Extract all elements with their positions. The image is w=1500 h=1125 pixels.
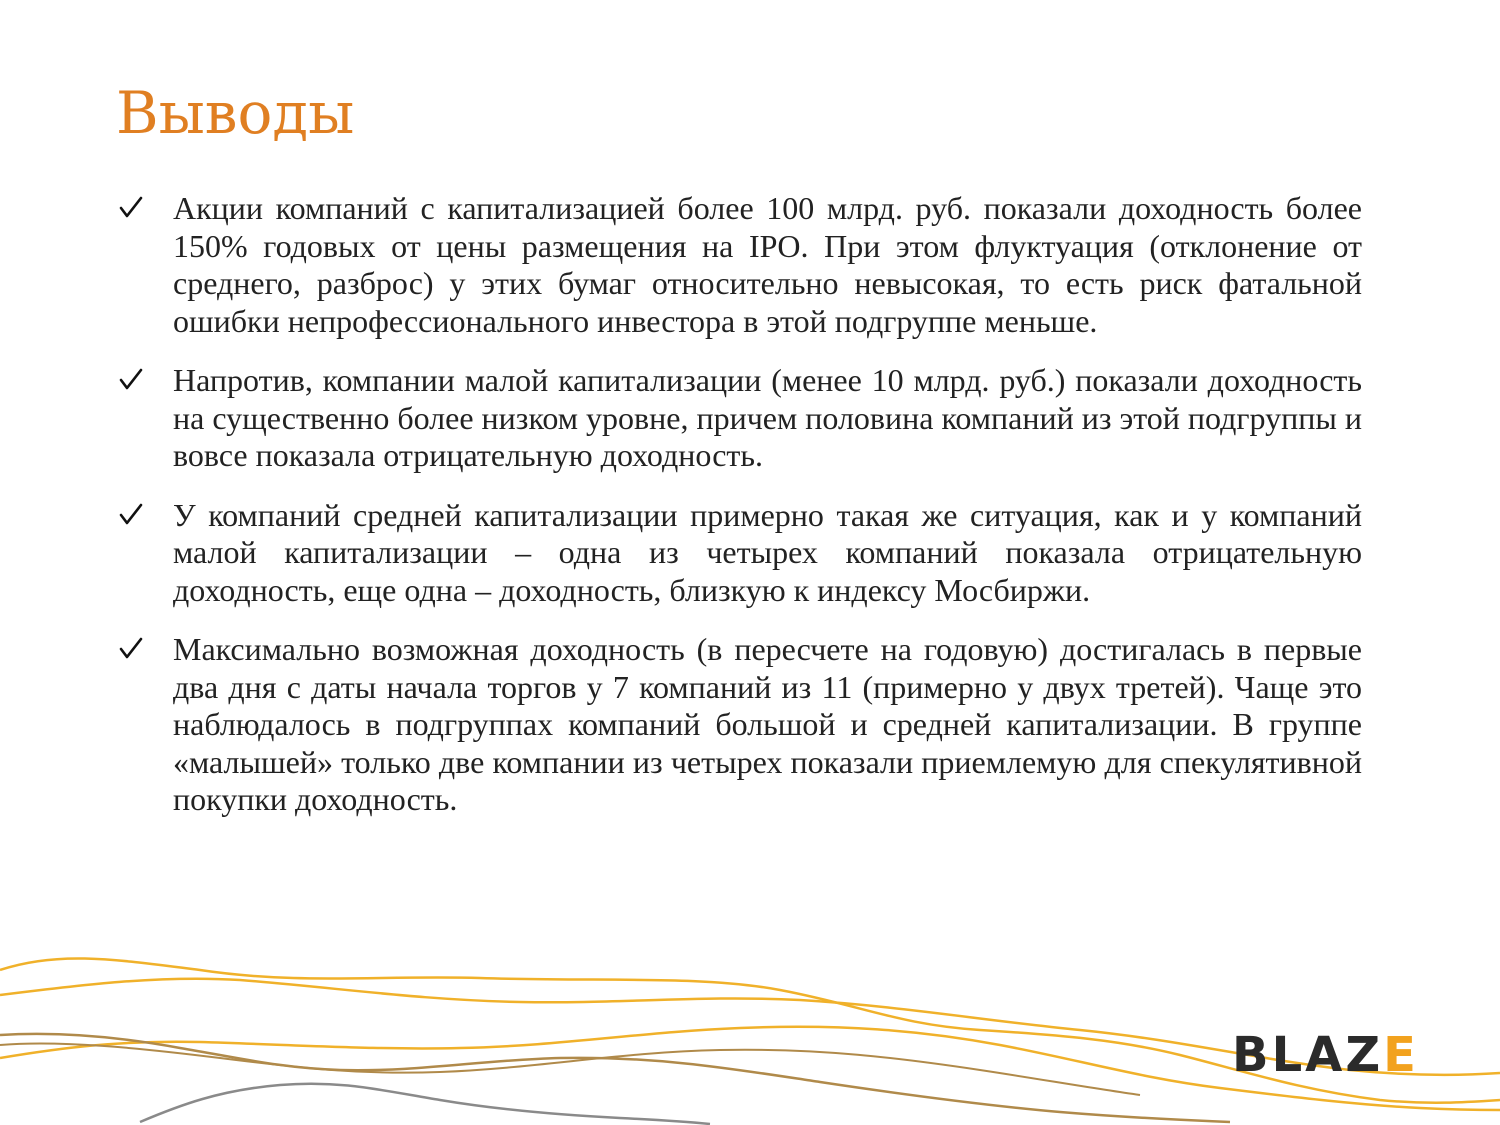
logo-text-main: BLAZ [1232, 1027, 1384, 1083]
slide-title: Выводы [116, 79, 355, 147]
bullet-text: Максимально возможная доходность (в пересчете на годовую) достигалась в первые два дня с даты начала торгов у 7 компаний из 11 (примерно у двух третей). Чаще это наблюдалось в подгруппах компаний большой и средней капитализации. В группе «малышей» только две компании из четырех показали приемлемую для спекулятивной покупки доходность. [173, 631, 1362, 817]
checkmark-icon [116, 633, 146, 663]
blaze-logo [1232, 1027, 1419, 1083]
bullet-item [116, 362, 1362, 475]
bullet-item [116, 631, 1362, 819]
checkmark-icon [116, 192, 146, 222]
bullet-text: Напротив, компании малой капитализации (менее 10 млрд. руб.) показали доходность на существенно более низком уровне, причем половина компаний из этой подгруппы и вовсе показала отрицательную доходность. [173, 362, 1362, 473]
bullet-item [116, 497, 1362, 610]
logo-text-accent: E [1383, 1027, 1419, 1083]
bullet-text: Акции компаний с капитализацией более 100 млрд. руб. показали доходность более 150% годовых от цены размещения на IPO. При этом флуктуация (отклонение от среднего, разброс) у этих бумаг относительно невысокая, то есть риск фатальной ошибки непрофессионального инвестора в этой подгруппе меньше. [173, 190, 1362, 339]
conclusions-list [116, 190, 1362, 841]
wave-line [0, 1034, 1230, 1122]
wave-line [140, 1084, 710, 1124]
wave-line [0, 1043, 1140, 1095]
checkmark-icon [116, 364, 146, 394]
bullet-text: У компаний средней капитализации примерно такая же ситуация, как и у компаний малой капитализации – одна из четырех компаний показала отрицательную доходность, еще одна – доходность, близкую к индексу Мосбиржи. [173, 496, 1362, 608]
checkmark-icon [116, 499, 146, 529]
bullet-item [116, 190, 1362, 340]
